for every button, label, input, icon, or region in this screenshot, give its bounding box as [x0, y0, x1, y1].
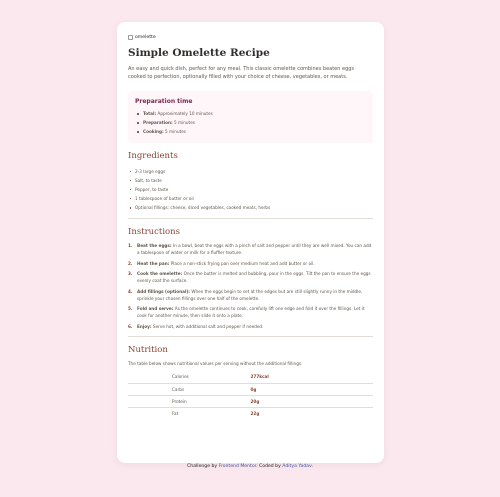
instruction-step	[128, 306, 373, 319]
instruction-step	[128, 271, 373, 284]
instruction-step	[128, 243, 373, 256]
recipe-card	[117, 22, 384, 463]
prep-item-value: 5 minutes	[174, 119, 195, 125]
ingredient-item: 2-3 large eggs	[128, 167, 373, 176]
nutrition-description: The table below shows nutritional values per serving without the additional fillings.	[128, 361, 303, 367]
instruction-step	[128, 289, 373, 302]
step-number: 2.	[128, 260, 133, 266]
step-number: 3.	[128, 271, 133, 277]
nutrient-name: Carbs	[128, 383, 251, 395]
preparation-time-title: Preparation time	[135, 98, 193, 105]
step-label: Cook the omelette:	[137, 271, 183, 277]
instruction-step	[128, 261, 373, 268]
prep-item-preparation	[135, 119, 366, 128]
nutrition-section	[128, 345, 373, 419]
table-row	[128, 371, 373, 383]
nutrition-title: Nutrition	[128, 345, 168, 356]
footer-suffix: .	[311, 464, 313, 469]
step-number: 1.	[128, 243, 133, 249]
step-text: As the omelette continues to cook, carefully lift one edge and fold it over the fillings. Let it cook for another minute, then slide it onto a plate.	[137, 306, 365, 318]
instructions-list	[128, 243, 373, 330]
nutrient-name: Fat	[172, 410, 179, 416]
ingredient-item: 1 tablespoon of butter or oil	[128, 194, 373, 203]
step-number: 4.	[128, 288, 133, 294]
ingredients-list	[128, 167, 373, 212]
preparation-time-box	[128, 91, 373, 143]
author-link[interactable]: Aditya Yadav	[282, 464, 312, 469]
ingredient-item: Pepper, to taste	[128, 185, 373, 194]
nutrient-name: Protein	[128, 395, 251, 407]
instruction-step	[128, 324, 373, 331]
preparation-time-list	[135, 110, 366, 136]
step-label: Fold and serve:	[137, 306, 174, 312]
step-number: 6.	[128, 323, 133, 329]
ingredient-item: Optional fillings: cheese, diced vegetables, cooked meats, herbs	[128, 203, 373, 212]
footer-prefix: Challenge by	[187, 464, 218, 469]
nutrition-table	[128, 371, 373, 419]
table-row	[128, 407, 373, 419]
step-text: Serve hot, with additional salt and pepper if needed.	[152, 323, 264, 329]
step-label: Heat the pan:	[137, 260, 170, 266]
nutrient-name: Calories	[128, 371, 251, 383]
divider	[128, 336, 373, 337]
step-text: When the eggs begin to set at the edges but are still slightly runny in the middle, sprinkle your chosen fillings over one half of the omelette.	[137, 288, 363, 301]
step-label: Beat the eggs:	[137, 243, 172, 249]
prep-item-label: Cooking:	[143, 128, 164, 134]
step-label: Add fillings (optional):	[137, 288, 190, 294]
step-text: Place a non-stick frying pan over medium heat and add butter or oil.	[170, 260, 315, 266]
instructions-title: Instructions	[128, 227, 180, 238]
prep-item-cooking	[135, 128, 366, 137]
broken-image-icon	[128, 35, 133, 40]
nutrient-value: 0g	[251, 383, 374, 395]
ingredient-item: Salt, to taste	[128, 176, 373, 185]
prep-item-label: Preparation:	[143, 119, 173, 125]
step-text: Once the butter is melted and bubbling, pour in the eggs. Tilt the pan to ensure the eggs evenly coat the surface.	[137, 271, 371, 284]
step-number: 5.	[128, 306, 133, 312]
prep-item-total	[135, 110, 366, 119]
footer-middle: . Coded by	[256, 464, 281, 469]
prep-item-label: Total:	[143, 111, 157, 116]
table-row	[128, 395, 373, 407]
step-label: Enjoy:	[137, 323, 152, 329]
divider	[128, 218, 373, 219]
table-row	[128, 383, 373, 395]
recipe-title: Simple Omelette Recipe	[128, 47, 270, 59]
step-text: In a bowl, beat the eggs with a pinch of salt and pepper until they are well mixed. You can add a tablespoon of water or milk for a fluffier texture.	[137, 243, 372, 255]
instructions-section	[128, 227, 373, 330]
recipe-intro: An easy and quick dish, perfect for any meal. This classic omelette combines beaten eggs cooked to perfection, optionally filled with your choice of cheese, vegetables, or meats.	[128, 66, 355, 80]
prep-item-value: 5 minutes	[165, 128, 186, 134]
nutrient-value: 277kcal	[251, 371, 374, 383]
frontend-mentor-link[interactable]: Frontend Mentor	[218, 464, 257, 469]
image-alt-text: omelette	[135, 35, 156, 40]
prep-item-value: Approximately 10 minutes	[157, 111, 213, 116]
attribution-footer	[0, 464, 500, 469]
recipe-image	[128, 33, 373, 42]
ingredients-title: Ingredients	[128, 151, 178, 161]
ingredients-section	[128, 151, 373, 212]
nutrient-value: 20g	[251, 395, 374, 407]
nutrient-value: 22g	[250, 410, 260, 416]
